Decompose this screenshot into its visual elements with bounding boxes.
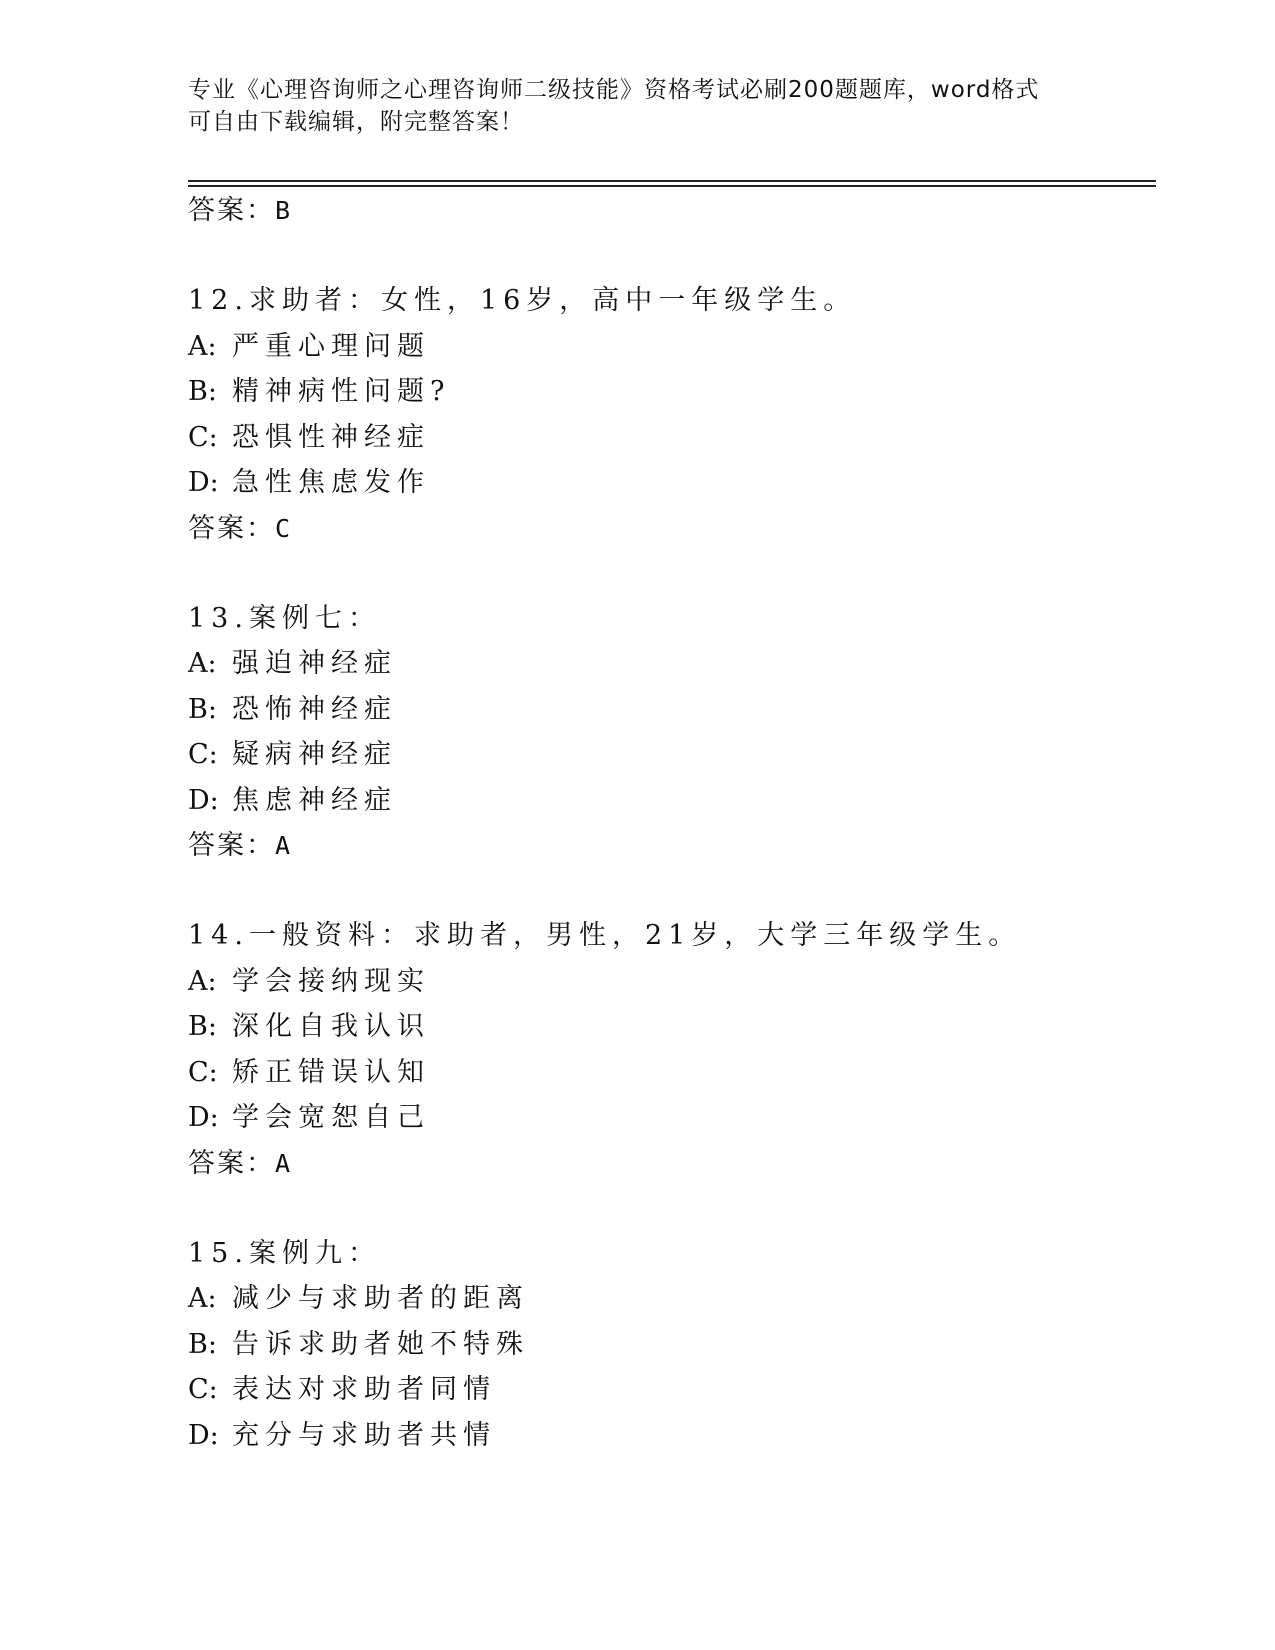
header-line-2: 可自由下载编辑，附完整答案！	[188, 109, 524, 135]
option-text: 深化自我认识	[232, 1011, 430, 1042]
option-key: D:	[188, 467, 219, 498]
header-divider-top	[188, 180, 1156, 182]
answer-value: A	[275, 831, 293, 860]
question-stem: 12.求助者：女性，16岁，高中一年级学生。	[188, 285, 857, 316]
option-a	[188, 324, 1148, 370]
option-d	[188, 778, 1148, 824]
question-stem: 13.案例七：	[188, 602, 381, 634]
option-b	[188, 1322, 1148, 1368]
option-key: B:	[188, 693, 217, 725]
answer-label: 答案：	[188, 195, 275, 226]
option-text: 学会接纳现实	[232, 965, 430, 997]
option-key: A:	[188, 1283, 217, 1314]
answer-label: 答案：	[188, 512, 275, 544]
option-c	[188, 415, 1148, 461]
option-key: A:	[188, 648, 217, 679]
option-c	[188, 1050, 1148, 1096]
previous-answer	[188, 188, 1148, 234]
question-block	[188, 913, 1148, 1187]
option-text: 告诉求助者她不特殊	[232, 1328, 529, 1360]
option-text: 强迫神经症	[232, 648, 397, 679]
option-key: C:	[188, 1374, 218, 1405]
option-b	[188, 687, 1148, 733]
option-a	[188, 641, 1148, 687]
header-divider-bottom	[188, 185, 1156, 187]
option-text: 疑病神经症	[232, 739, 397, 770]
option-key: B:	[188, 1011, 217, 1042]
option-key: C:	[188, 1056, 218, 1088]
option-key: D:	[188, 1102, 219, 1133]
option-d	[188, 1413, 1148, 1459]
option-key: A:	[188, 965, 217, 997]
option-text: 减少与求助者的距离	[232, 1283, 529, 1314]
answer-label: 答案：	[188, 1147, 275, 1179]
question-answer	[188, 823, 1148, 869]
option-c	[188, 732, 1148, 778]
option-b	[188, 1004, 1148, 1050]
document-header	[188, 74, 1088, 138]
option-text: 学会宽恕自己	[232, 1102, 430, 1133]
option-key: D:	[188, 784, 219, 816]
option-key: C:	[188, 421, 218, 453]
option-text: 严重心理问题	[232, 330, 430, 362]
option-key: A:	[188, 330, 217, 362]
option-text: 精神病性问题?	[232, 376, 451, 407]
spacer	[188, 1187, 1148, 1231]
option-key: C:	[188, 739, 218, 770]
option-c	[188, 1367, 1148, 1413]
option-text: 矫正错误认知	[232, 1056, 430, 1088]
answer-value: B	[275, 196, 293, 225]
spacer	[188, 869, 1148, 913]
option-text: 恐怖神经症	[232, 693, 397, 725]
option-key: B:	[188, 376, 217, 407]
spacer	[188, 234, 1148, 278]
answer-value: C	[275, 513, 293, 543]
question-list	[188, 188, 1148, 1458]
option-a	[188, 959, 1148, 1005]
option-d	[188, 1095, 1148, 1141]
option-key: B:	[188, 1328, 217, 1360]
answer-label: 答案：	[188, 830, 275, 861]
option-a	[188, 1276, 1148, 1322]
option-text: 焦虑神经症	[232, 784, 397, 816]
option-text: 充分与求助者共情	[232, 1419, 496, 1451]
question-block	[188, 278, 1148, 552]
header-line-1: 专业《心理咨询师之心理咨询师二级技能》资格考试必刷200题题库，word格式	[188, 77, 1040, 103]
option-text: 表达对求助者同情	[232, 1374, 496, 1405]
option-b	[188, 369, 1148, 415]
answer-value: A	[275, 1148, 293, 1178]
question-block	[188, 596, 1148, 870]
option-text: 急性焦虑发作	[232, 467, 430, 498]
option-text: 恐惧性神经症	[232, 421, 430, 453]
question-stem: 14.一般资料：求助者，男性，21岁，大学三年级学生。	[188, 920, 1022, 951]
question-answer	[188, 1141, 1148, 1187]
option-key: D:	[188, 1419, 219, 1451]
spacer	[188, 552, 1148, 596]
question-block	[188, 1231, 1148, 1459]
option-d	[188, 460, 1148, 506]
question-answer	[188, 506, 1148, 552]
question-stem: 15.案例九：	[188, 1237, 381, 1269]
